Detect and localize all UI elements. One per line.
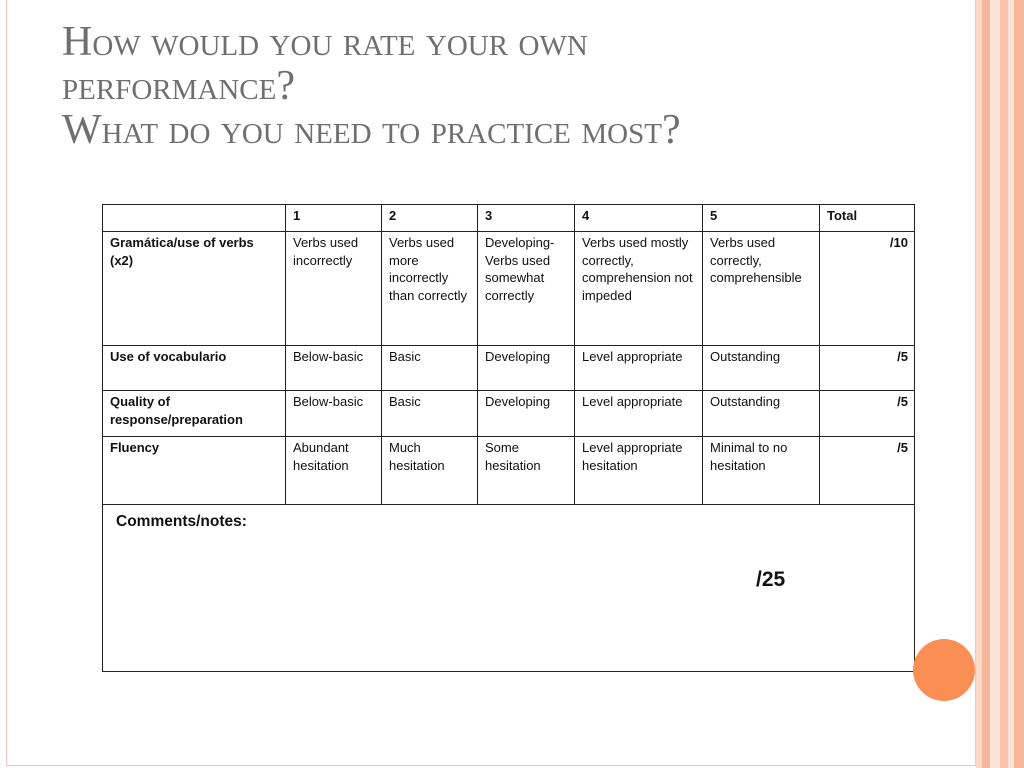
header-cell-1: 1 (286, 205, 382, 232)
header-cell-4: 4 (575, 205, 703, 232)
level-cell: Basic (382, 346, 478, 391)
row-total: /5 (820, 437, 915, 505)
level-cell: Level appropriate hesitation (575, 437, 703, 505)
header-cell-total: Total (820, 205, 915, 232)
level-cell: Developing (478, 391, 575, 437)
grand-total: /25 (756, 568, 786, 591)
row-total: /5 (820, 346, 915, 391)
level-cell: Outstanding (703, 391, 820, 437)
level-cell: Much hesitation (382, 437, 478, 505)
table-row (103, 391, 915, 437)
level-cell: Level appropriate (575, 391, 703, 437)
header-cell-2: 2 (382, 205, 478, 232)
level-cell: Developing (478, 346, 575, 391)
table-row (103, 437, 915, 505)
table-row (103, 346, 915, 391)
criterion-vocabulary: Use of vocabulario (103, 346, 286, 391)
decorative-stripes (976, 0, 1024, 768)
level-cell: Outstanding (703, 346, 820, 391)
level-cell: Verbs used incorrectly (286, 232, 382, 346)
level-cell: Below-basic (286, 391, 382, 437)
level-cell: Some hesitation (478, 437, 575, 505)
comments-cell (103, 505, 915, 672)
level-cell: Level appropriate (575, 346, 703, 391)
criterion-fluency: Fluency (103, 437, 286, 505)
title-line-3: What do you need to practice most? (62, 107, 681, 153)
header-cell-empty (103, 205, 286, 232)
comments-label: Comments/notes: (116, 513, 247, 530)
header-row (103, 205, 915, 232)
table-row (103, 232, 915, 346)
level-cell: Below-basic (286, 346, 382, 391)
level-cell: Developing- Verbs used somewhat correctly (478, 232, 575, 346)
rubric-table (102, 204, 915, 672)
level-cell: Verbs used correctly, comprehensible (703, 232, 820, 346)
criterion-quality: Quality of response/preparation (103, 391, 286, 437)
decorative-circle (913, 639, 975, 701)
level-cell: Verbs used mostly correctly, comprehension not impeded (575, 232, 703, 346)
level-cell: Minimal to no hesitation (703, 437, 820, 505)
criterion-grammar: Gramática/use of verbs (x2) (103, 232, 286, 346)
comments-row (103, 505, 915, 672)
level-cell: Basic (382, 391, 478, 437)
title-line-2: performance? (62, 63, 295, 109)
level-cell: Abundant hesitation (286, 437, 382, 505)
slide-title (62, 20, 882, 152)
title-line-1: How would you rate your own (62, 19, 588, 65)
header-cell-5: 5 (703, 205, 820, 232)
row-total: /10 (820, 232, 915, 346)
row-total: /5 (820, 391, 915, 437)
header-cell-3: 3 (478, 205, 575, 232)
level-cell: Verbs used more incorrectly than correctly (382, 232, 478, 346)
